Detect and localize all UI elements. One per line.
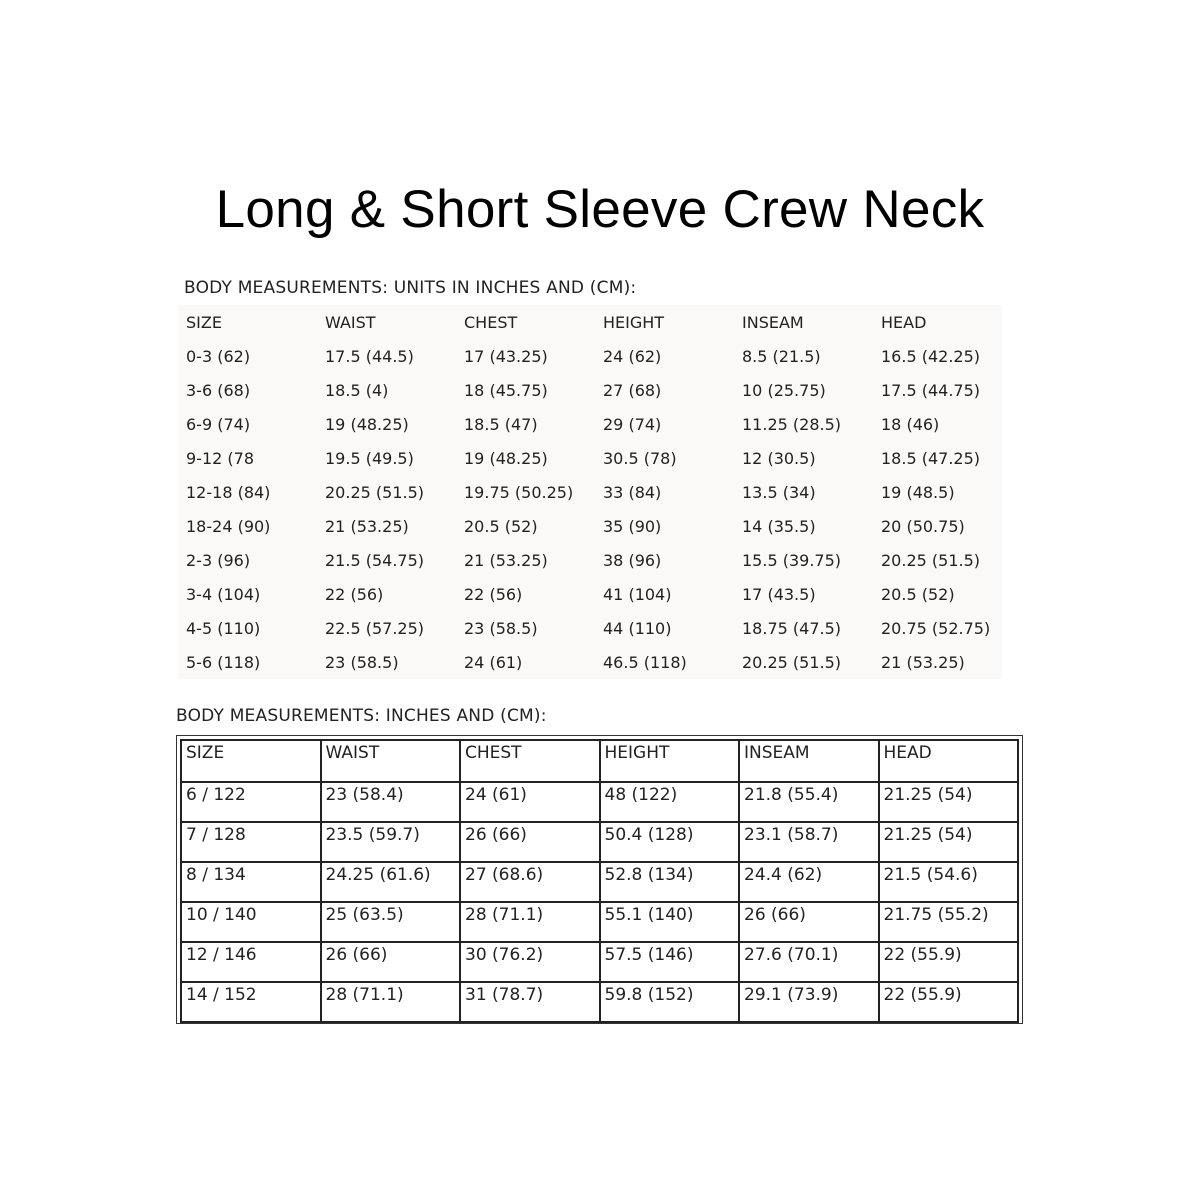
table2-cell-size: 12 / 146 [181,942,321,982]
table1-cell-chest: 18.5 (47) [464,414,538,434]
table-row [181,902,1018,942]
table1-cell-waist: 23 (58.5) [325,652,399,672]
table2-cell-waist: 24.25 (61.6) [321,862,461,902]
table2-cell-inseam: 23.1 (58.7) [739,822,879,862]
table1-cell-height: 30.5 (78) [603,448,677,468]
table1-cell-inseam: 14 (35.5) [742,516,816,536]
table2-caption: BODY MEASUREMENTS: INCHES AND (CM): [176,706,547,726]
table1-cell-inseam: 8.5 (21.5) [742,346,821,366]
table2-cell-height: 55.1 (140) [600,902,740,942]
table2-cell-inseam: 27.6 (70.1) [739,942,879,982]
table2-cell-chest: 30 (76.2) [460,942,600,982]
table2-cell-waist: 23 (58.4) [321,782,461,822]
table1-cell-head: 18.5 (47.25) [881,448,980,468]
table1-cell-size: 5-6 (118) [186,652,261,672]
table2-cell-inseam: 29.1 (73.9) [739,982,879,1022]
table1-cell-chest: 21 (53.25) [464,550,548,570]
table1-cell-waist: 17.5 (44.5) [325,346,414,366]
table2-cell-size: 7 / 128 [181,822,321,862]
table2-cell-inseam: 21.8 (55.4) [739,782,879,822]
table1-cell-size: 3-4 (104) [186,584,261,604]
table1-cell-chest: 19.75 (50.25) [464,482,574,502]
table1-cell-chest: 23 (58.5) [464,618,538,638]
table-row [178,543,1002,577]
table2-header-chest: CHEST [460,740,600,782]
table-row [181,982,1018,1022]
table1-cell-waist: 19.5 (49.5) [325,448,414,468]
table1-cell-inseam: 20.25 (51.5) [742,652,841,672]
table2-cell-head: 21.25 (54) [879,782,1019,822]
table2-cell-chest: 31 (78.7) [460,982,600,1022]
table1-cell-height: 38 (96) [603,550,662,570]
table2-cell-height: 57.5 (146) [600,942,740,982]
table1-cell-inseam: 12 (30.5) [742,448,816,468]
table1-header-row [178,305,1002,339]
table2-header-height: HEIGHT [600,740,740,782]
table1-header-size: SIZE [186,312,222,332]
table1-cell-waist: 21.5 (54.75) [325,550,424,570]
table1-cell-head: 20 (50.75) [881,516,965,536]
table1-header-head: HEAD [881,312,927,332]
table2-cell-inseam: 26 (66) [739,902,879,942]
table2-cell-head: 22 (55.9) [879,982,1019,1022]
table-row [181,782,1018,822]
table-row [178,441,1002,475]
table1-cell-head: 17.5 (44.75) [881,380,980,400]
table2-cell-head: 21.75 (55.2) [879,902,1019,942]
table1-cell-inseam: 11.25 (28.5) [742,414,841,434]
table1-cell-waist: 21 (53.25) [325,516,409,536]
table1-cell-height: 27 (68) [603,380,662,400]
table1-body [178,339,1002,679]
table1-cell-inseam: 17 (43.5) [742,584,816,604]
table2-cell-head: 21.5 (54.6) [879,862,1019,902]
table2-cell-size: 8 / 134 [181,862,321,902]
table1-cell-head: 20.5 (52) [881,584,955,604]
table2-header-waist: WAIST [321,740,461,782]
table2-cell-size: 14 / 152 [181,982,321,1022]
table1-cell-chest: 20.5 (52) [464,516,538,536]
table2-header-head: HEAD [879,740,1019,782]
table1-header-inseam: INSEAM [742,312,804,332]
table2-cell-size: 6 / 122 [181,782,321,822]
table1-cell-head: 19 (48.5) [881,482,955,502]
table1-cell-height: 29 (74) [603,414,662,434]
table1-cell-head: 16.5 (42.25) [881,346,980,366]
table-row [178,509,1002,543]
table1-cell-size: 4-5 (110) [186,618,261,638]
table2-header-row [181,740,1018,782]
table1-cell-chest: 22 (56) [464,584,523,604]
table1-cell-chest: 18 (45.75) [464,380,548,400]
table1-header-height: HEIGHT [603,312,665,332]
table2-cell-waist: 26 (66) [321,942,461,982]
table1-cell-size: 12-18 (84) [186,482,271,502]
table2-cell-height: 52.8 (134) [600,862,740,902]
table2-cell-chest: 27 (68.6) [460,862,600,902]
table1-cell-waist: 19 (48.25) [325,414,409,434]
table1-cell-size: 9-12 (78 [186,448,254,468]
table1-caption: BODY MEASUREMENTS: UNITS IN INCHES AND (CM): [184,278,637,298]
table1-cell-head: 20.75 (52.75) [881,618,991,638]
table-row [178,475,1002,509]
table-row [178,611,1002,645]
table1-cell-size: 6-9 (74) [186,414,251,434]
table2-cell-chest: 24 (61) [460,782,600,822]
table2-frame [176,735,1023,1024]
table-row [181,862,1018,902]
table1-cell-inseam: 18.75 (47.5) [742,618,841,638]
table-row [178,407,1002,441]
table2-cell-head: 21.25 (54) [879,822,1019,862]
table1-header-waist: WAIST [325,312,376,332]
table1-cell-inseam: 10 (25.75) [742,380,826,400]
table1-cell-head: 18 (46) [881,414,940,434]
table1-cell-height: 46.5 (118) [603,652,687,672]
table1-cell-size: 18-24 (90) [186,516,271,536]
table-row [178,645,1002,679]
table2-cell-chest: 28 (71.1) [460,902,600,942]
table2-cell-waist: 28 (71.1) [321,982,461,1022]
table2-cell-waist: 23.5 (59.7) [321,822,461,862]
table2-cell-height: 59.8 (152) [600,982,740,1022]
table-row [178,373,1002,407]
table1-cell-size: 0-3 (62) [186,346,251,366]
table1-cell-head: 21 (53.25) [881,652,965,672]
table2-cell-size: 10 / 140 [181,902,321,942]
table-row [178,339,1002,373]
table-row [181,822,1018,862]
table1-cell-size: 2-3 (96) [186,550,251,570]
size-chart-kids [180,739,1019,1023]
table1-cell-chest: 24 (61) [464,652,523,672]
size-chart-infant-toddler [178,305,1002,679]
table1-cell-size: 3-6 (68) [186,380,251,400]
table1-header-chest: CHEST [464,312,518,332]
page-title: Long & Short Sleeve Crew Neck [215,180,985,239]
table2-header-inseam: INSEAM [739,740,879,782]
table2-header-size: SIZE [181,740,321,782]
table1-cell-inseam: 13.5 (34) [742,482,816,502]
table2-cell-height: 50.4 (128) [600,822,740,862]
table1-cell-inseam: 15.5 (39.75) [742,550,841,570]
table1-cell-waist: 22 (56) [325,584,384,604]
table1-cell-waist: 18.5 (4) [325,380,389,400]
table1-cell-height: 24 (62) [603,346,662,366]
table1-cell-waist: 20.25 (51.5) [325,482,424,502]
table-row [181,942,1018,982]
table1-cell-height: 44 (110) [603,618,672,638]
table2-cell-height: 48 (122) [600,782,740,822]
table1-cell-head: 20.25 (51.5) [881,550,980,570]
table1-cell-waist: 22.5 (57.25) [325,618,424,638]
table1-cell-height: 35 (90) [603,516,662,536]
table2-body [181,740,1018,1022]
table2-cell-inseam: 24.4 (62) [739,862,879,902]
table1-cell-height: 33 (84) [603,482,662,502]
table2-cell-waist: 25 (63.5) [321,902,461,942]
table1-cell-height: 41 (104) [603,584,672,604]
table2-cell-head: 22 (55.9) [879,942,1019,982]
table-row [178,577,1002,611]
table1-cell-chest: 17 (43.25) [464,346,548,366]
table2-cell-chest: 26 (66) [460,822,600,862]
table1-cell-chest: 19 (48.25) [464,448,548,468]
